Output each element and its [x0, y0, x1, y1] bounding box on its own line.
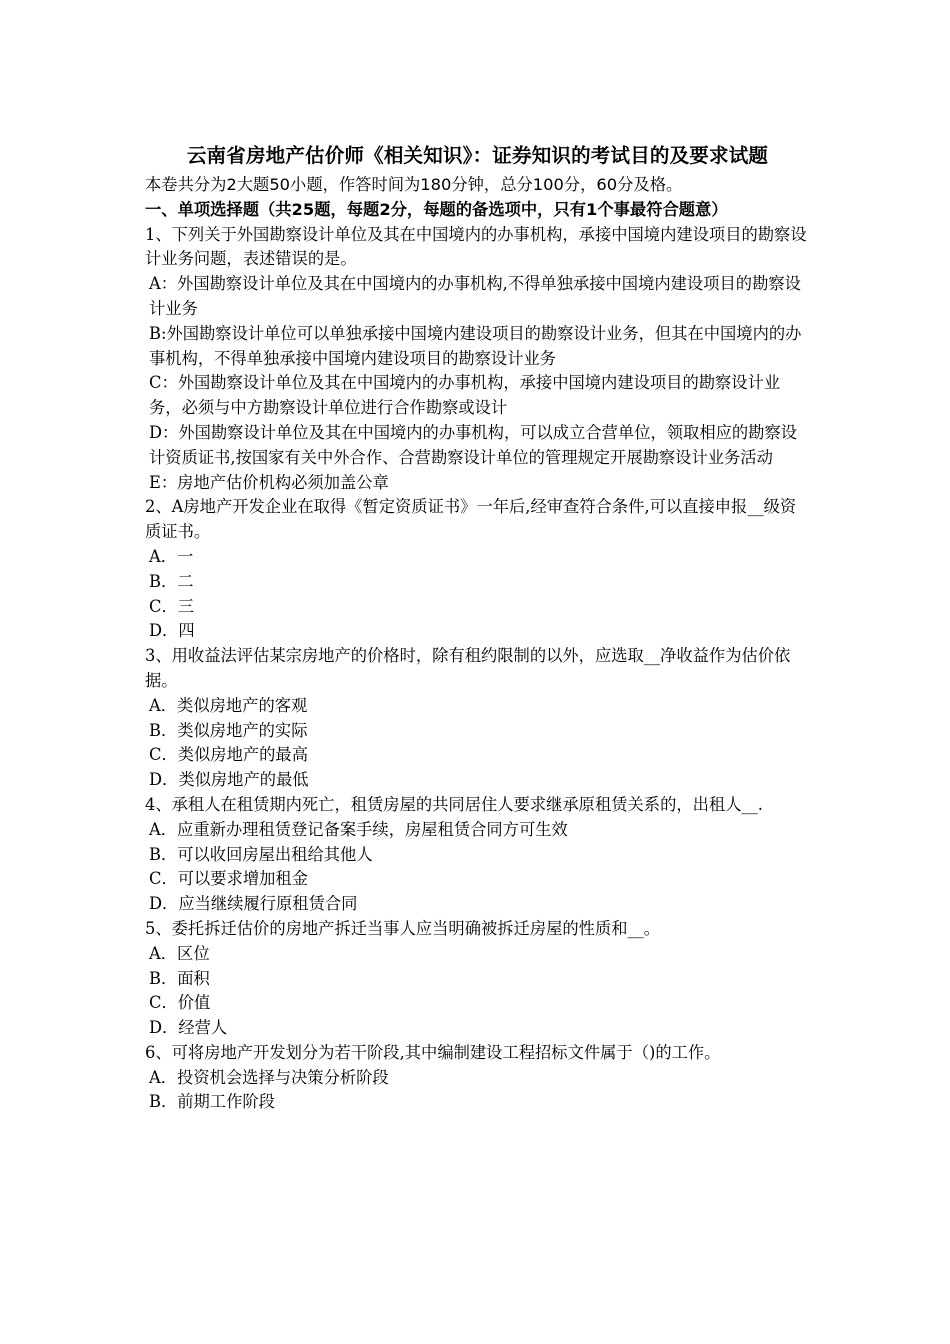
question-3 — [145, 644, 810, 793]
question-2 — [145, 495, 810, 644]
question-option: B:外国勘察设计单位可以单独承接中国境内建设项目的勘察设计业务，但其在中国境内的办事机构，不得单独承接中国境内建设项目的勘察设计业务 — [149, 323, 802, 368]
question-text: 3、用收益法评估某宗房地产的价格时，除有租约限制的以外，应选取__净收益作为估价依据。 — [145, 646, 791, 690]
question-option: D．四 — [149, 621, 195, 641]
question-option: C．三 — [149, 596, 195, 616]
question-4 — [145, 793, 810, 917]
question-option: B．二 — [149, 571, 194, 591]
question-option: A．类似房地产的客观 — [149, 695, 308, 715]
question-option: B．面积 — [149, 968, 210, 988]
question-option: B．类似房地产的实际 — [149, 720, 308, 740]
question-option: B．可以收回房屋出租给其他人 — [149, 844, 373, 864]
question-text: 1、下列关于外国勘察设计单位及其在中国境内的办事机构，承接中国境内建设项目的勘察设计业务问题，表述错误的是。 — [145, 224, 807, 269]
question-option: A．投资机会选择与决策分析阶段 — [149, 1067, 389, 1087]
question-option: C：外国勘察设计单位及其在中国境内的办事机构，承接中国境内建设项目的勘察设计业务，必须与中方勘察设计单位进行合作勘察或设计 — [149, 373, 781, 418]
question-option: E：房地产估价机构必须加盖公章 — [149, 472, 389, 492]
question-option: D．经营人 — [149, 1018, 228, 1038]
document-body — [145, 142, 810, 1115]
section-heading: 一、单项选择题（共25题，每题2分，每题的备选项中，只有1个事最符合题意） — [145, 199, 728, 219]
question-text: 5、委托拆迁估价的房地产拆迁当事人应当明确被拆迁房屋的性质和__。 — [145, 918, 661, 938]
page-title: 云南省房地产估价师《相关知识》：证券知识的考试目的及要求试题 — [186, 144, 769, 167]
question-option: C．价值 — [149, 993, 211, 1013]
question-text: 6、可将房地产开发划分为若干阶段,其中编制建设工程招标文件属于（)的工作。 — [145, 1042, 721, 1062]
question-text: 4、承租人在租赁期内死亡，租赁房屋的共同居住人要求继承原租赁关系的，出租人__. — [145, 794, 763, 814]
question-option: A：外国勘察设计单位及其在中国境内的办事机构,不得单独承接中国境内建设项目的勘察设计业务 — [149, 274, 801, 318]
exam-intro: 本卷共分为2大题50小题，作答时间为180分钟，总分100分，60分及格。 — [145, 175, 683, 194]
question-1 — [145, 223, 810, 496]
question-option: A．应重新办理租赁登记备案手续，房屋租赁合同方可生效 — [149, 819, 568, 839]
question-option: B．前期工作阶段 — [149, 1092, 275, 1112]
question-text: 2、A房地产开发企业在取得《暂定资质证书》一年后,经审查符合条件,可以直接申报__级资质证书。 — [145, 497, 797, 542]
question-5 — [145, 917, 810, 1041]
question-option: D．类似房地产的最低 — [149, 770, 309, 790]
question-6 — [145, 1041, 810, 1115]
question-option: C．类似房地产的最高 — [149, 745, 308, 765]
question-option: C．可以要求增加租金 — [149, 869, 308, 889]
question-option: A．区位 — [149, 943, 210, 963]
question-option: A．一 — [149, 546, 194, 566]
question-option: D：外国勘察设计单位及其在中国境内的办事机构，可以成立合营单位，领取相应的勘察设计资质证书,按国家有关中外合作、合营勘察设计单位的管理规定开展勘察设计业务活动 — [149, 422, 798, 467]
question-option: D．应当继续履行原租赁合同 — [149, 894, 358, 914]
